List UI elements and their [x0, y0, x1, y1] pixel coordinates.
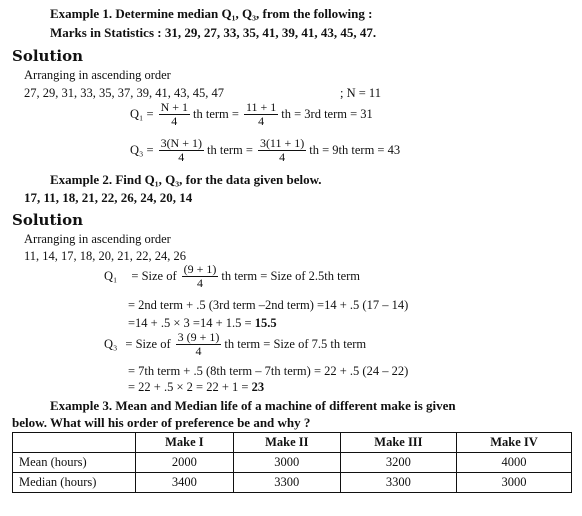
table-cell: 3300	[233, 473, 340, 493]
table-row-label: Median (hours)	[13, 473, 136, 493]
q1-result: 15.5	[254, 316, 277, 330]
fraction-denominator: 4	[258, 113, 265, 128]
q1-size-of: = Size of	[131, 268, 177, 283]
solution-1-arrange-label: Arranging in ascending order	[24, 68, 171, 82]
fraction-numerator: 3 (9 + 1)	[177, 330, 220, 344]
q3-equation-ex1	[130, 137, 403, 163]
table-header-cell	[13, 433, 136, 453]
q1-lhs: Q₁	[104, 268, 118, 283]
machine-life-table	[12, 432, 572, 493]
table-cell: 3000	[457, 473, 572, 493]
q1-fraction	[182, 263, 219, 289]
fraction-denominator: 4	[171, 113, 178, 128]
q1-fraction-formula	[159, 101, 190, 127]
q3-lhs: Q₃	[104, 336, 118, 351]
q1-equation-ex1	[130, 101, 376, 127]
q3-term-text: th term = Size of 7.5 th term	[224, 336, 367, 351]
fraction-numerator: (9 + 1)	[183, 262, 217, 276]
q3-size-of: = Size of	[125, 336, 171, 351]
table-cell: 3200	[340, 453, 456, 473]
fraction-numerator: 11 + 1	[245, 100, 277, 114]
q3-result: 23	[251, 380, 265, 394]
example-1-marks: Marks in Statistics : 31, 29, 27, 33, 35, 41, 39, 41, 43, 45, 47.	[50, 25, 377, 40]
q3-equation-ex2	[104, 331, 369, 357]
solution-2-heading: Solution	[12, 211, 83, 229]
q3-step-3-text: = 22 + .5 × 2 = 22 + 1 =	[128, 380, 249, 394]
q3-step-3	[128, 380, 264, 395]
q1-result-text: th = 3rd term = 31	[281, 106, 373, 121]
fraction-denominator: 4	[195, 343, 202, 358]
table-cell: 3300	[340, 473, 456, 493]
solution-1-heading: Solution	[12, 47, 83, 65]
q1-term-text: th term = Size of 2.5th term	[221, 268, 361, 283]
table-row-label: Mean (hours)	[13, 453, 136, 473]
q1-mid-text: th term =	[193, 106, 239, 121]
q3-lhs: Q₃ =	[130, 142, 154, 157]
table-header-cell: Make I	[136, 433, 234, 453]
q1-lhs: Q₁ =	[130, 106, 154, 121]
fraction-numerator: 3(N + 1)	[160, 136, 202, 150]
q3-result-text: th = 9th term = 43	[309, 142, 401, 157]
solution-2-arranged-values: 11, 14, 17, 18, 20, 21, 22, 24, 26	[24, 249, 187, 263]
fraction-denominator: 4	[279, 149, 286, 164]
q3-fraction-substituted	[258, 137, 306, 163]
fraction-denominator: 4	[178, 149, 185, 164]
table-row	[13, 473, 572, 493]
q1-step-3	[128, 316, 277, 331]
solution-1-n: ; N = 11	[340, 86, 381, 100]
table-row	[13, 453, 572, 473]
solution-1-arranged-values: 27, 29, 31, 33, 35, 37, 39, 41, 43, 45, 47	[24, 86, 224, 100]
example-1-title: Example 1. Determine median Q₁, Q₃, from the following :	[50, 6, 373, 21]
solution-2-arrange-label: Arranging in ascending order	[24, 232, 171, 246]
example-2-title: Example 2. Find Q₁, Q₃, for the data given below.	[50, 172, 322, 187]
q3-fraction-formula	[159, 137, 204, 163]
table-cell: 2000	[136, 453, 234, 473]
q1-fraction-substituted	[244, 101, 278, 127]
table-header-row	[13, 433, 572, 453]
table-cell: 3400	[136, 473, 234, 493]
q1-step-2: = 2nd term + .5 (3rd term –2nd term) =14 + .5 (17 – 14)	[128, 298, 409, 312]
table-header-cell: Make III	[340, 433, 456, 453]
q3-fraction	[176, 331, 222, 357]
q1-equation-ex2	[104, 263, 363, 289]
table-cell: 4000	[457, 453, 572, 473]
table-header-cell: Make II	[233, 433, 340, 453]
example-3-title-cont: below. What will his order of preference be and why ?	[12, 415, 311, 430]
q3-step-2: = 7th term + .5 (8th term – 7th term) = 22 + .5 (24 – 22)	[128, 364, 409, 378]
example-3-title: Example 3. Mean and Median life of a machine of different make is given	[50, 398, 456, 413]
fraction-numerator: N + 1	[160, 100, 188, 114]
table-header-cell: Make IV	[457, 433, 572, 453]
fraction-denominator: 4	[197, 275, 203, 290]
example-2-data: 17, 11, 18, 21, 22, 26, 24, 20, 14	[24, 190, 193, 205]
q3-mid-text: th term =	[207, 142, 253, 157]
table-cell: 3000	[233, 453, 340, 473]
fraction-numerator: 3(11 + 1)	[259, 136, 305, 150]
q1-step-3-text: =14 + .5 × 3 =14 + 1.5 =	[128, 316, 252, 330]
